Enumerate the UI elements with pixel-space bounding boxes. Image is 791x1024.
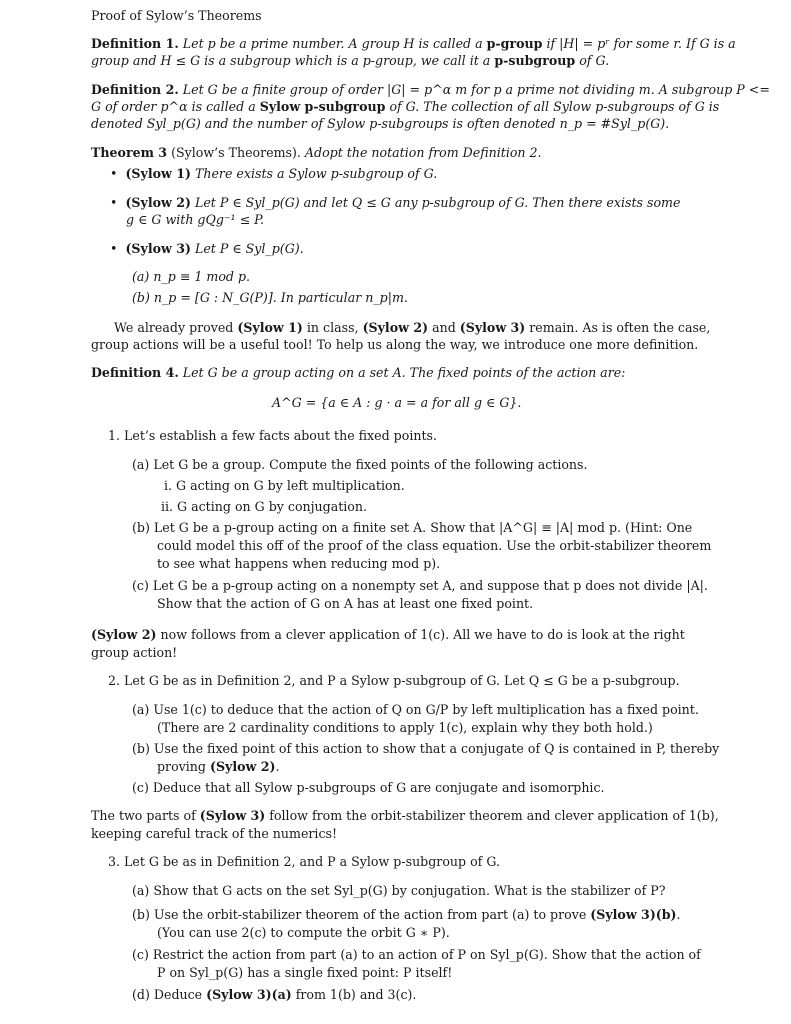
sylow-3a: (a) n_p ≡ 1 mod p. bbox=[132, 269, 251, 284]
definition-4-line: Definition 4. Let G be a group acting on a set A. The fixed points of the action are: bbox=[91, 365, 626, 380]
question-1a: (a) Let G be a group. Compute the fixed points of the following actions. bbox=[132, 457, 588, 472]
paragraph-2-line-2: group action! bbox=[91, 645, 178, 660]
definition-1-line-1: Definition 1. Let p be a prime number. A group H is called a p-group if |H| = pʳ for some r. If G is a bbox=[91, 36, 736, 51]
sylow-1-item: • (Sylow 1) There exists a Sylow p-subgroup of G. bbox=[110, 166, 438, 181]
question-3b-line-2: (You can use 2(c) to compute the orbit G ∗ P). bbox=[157, 925, 450, 940]
question-3d: (d) Deduce (Sylow 3)(a) from 1(b) and 3(c). bbox=[132, 987, 417, 1002]
p-group-term: p-group bbox=[486, 36, 543, 51]
paragraph-1-line-1: We already proved (Sylow 1) in class, (Sylow 2) and (Sylow 3) remain. As is often the case, bbox=[114, 320, 711, 335]
paragraph-2-line-1: (Sylow 2) now follows from a clever application of 1(c). All we have to do is look at the right bbox=[91, 627, 685, 642]
paragraph-3-line-2: keeping careful track of the numerics! bbox=[91, 826, 338, 841]
bullet-icon: • bbox=[110, 166, 118, 181]
sylow-2-item-cont: g ∈ G with gQg⁻¹ ≤ P. bbox=[126, 212, 265, 227]
question-3c-line-1: (c) Restrict the action from part (a) to an action of P on Syl_p(G). Show that the action of bbox=[132, 947, 701, 962]
question-3-intro: 3. Let G be as in Definition 2, and P a Sylow p-subgroup of G. bbox=[108, 854, 500, 869]
definition-1-line-2: group and H ≤ G is a subgroup which is a p-group, we call it a p-subgroup of G. bbox=[91, 53, 610, 68]
definition-2-line-2: G of order p^α is called a Sylow p-subgroup of G. The collection of all Sylow p-subgroups of G is bbox=[91, 99, 720, 114]
question-2a-line-1: (a) Use 1(c) to deduce that the action of Q on G/P by left multiplication has a fixed point. bbox=[132, 702, 699, 717]
page-header: Proof of Sylow’s Theorems bbox=[91, 8, 262, 23]
question-3a: (a) Show that G acts on the set Syl_p(G) by conjugation. What is the stabilizer of P? bbox=[132, 883, 666, 898]
question-1b-line-2: could model this off of the proof of the class equation. Use the orbit-stabilizer theorem bbox=[157, 538, 712, 553]
question-1c-line-1: (c) Let G be a p-group acting on a nonempty set A, and suppose that p does not divide |A|. bbox=[132, 578, 708, 593]
bullet-icon: • bbox=[110, 241, 118, 256]
question-3c-line-2: P on Syl_p(G) has a single fixed point: P itself! bbox=[157, 965, 453, 980]
question-1a-i: i. G acting on G by left multiplication. bbox=[164, 478, 405, 493]
fixed-points-formula: A^G = {a ∈ A : g · a = a for all g ∈ G}. bbox=[272, 395, 522, 410]
sylow-3b: (b) n_p = [G : N_G(P)]. In particular n_p|m. bbox=[132, 290, 408, 305]
paragraph-3-line-1: The two parts of (Sylow 3) follow from the orbit-stabilizer theorem and clever application of 1(b), bbox=[91, 808, 719, 823]
sylow-3-item: • (Sylow 3) Let P ∈ Syl_p(G). bbox=[110, 241, 304, 256]
theorem-3-label: Theorem 3 bbox=[91, 145, 168, 160]
question-1-intro: 1. Let’s establish a few facts about the fixed points. bbox=[108, 428, 437, 443]
theorem-3-heading: Theorem 3 (Sylow’s Theorems). Adopt the notation from Definition 2. bbox=[91, 145, 542, 160]
bullet-icon: • bbox=[110, 195, 118, 210]
definition-2-label: Definition 2. bbox=[91, 82, 179, 97]
definition-2-line-1: Definition 2. Let G be a finite group of order |G| = p^α m for p a prime not dividing m. A subgroup P <= bbox=[91, 82, 770, 97]
question-2a-line-2: (There are 2 cardinality conditions to apply 1(c), explain why they both hold.) bbox=[157, 720, 653, 735]
question-2-intro: 2. Let G be as in Definition 2, and P a Sylow p-subgroup of G. Let Q ≤ G be a p-subgroup. bbox=[108, 673, 680, 688]
question-1c-line-2: Show that the action of G on A has at least one fixed point. bbox=[157, 596, 534, 611]
sylow-p-subgroup-term: Sylow p-subgroup bbox=[259, 99, 386, 114]
definition-1-label: Definition 1. bbox=[91, 36, 179, 51]
question-2c: (c) Deduce that all Sylow p-subgroups of G are conjugate and isomorphic. bbox=[132, 780, 605, 795]
question-3b-line-1: (b) Use the orbit-stabilizer theorem of the action from part (a) to prove (Sylow 3)(b). bbox=[132, 907, 681, 922]
p-subgroup-term: p-subgroup bbox=[494, 53, 576, 68]
definition-2-line-3: denoted Syl_p(G) and the number of Sylow p-subgroups is often denoted n_p = #Syl_p(G). bbox=[91, 116, 670, 131]
question-2b-line-2: proving (Sylow 2). bbox=[157, 759, 280, 774]
question-1a-ii: ii. G acting on G by conjugation. bbox=[161, 499, 368, 514]
question-2b-line-1: (b) Use the fixed point of this action to show that a conjugate of Q is contained in P, thereby bbox=[132, 741, 720, 756]
sylow-2-item: • (Sylow 2) Let P ∈ Syl_p(G) and let Q ≤ G any p-subgroup of G. Then there exists some bbox=[110, 195, 681, 210]
paragraph-1-line-2: group actions will be a useful tool! To help us along the way, we introduce one more definition. bbox=[91, 337, 699, 352]
question-1b-line-3: to see what happens when reducing mod p). bbox=[157, 556, 441, 571]
question-1b-line-1: (b) Let G be a p-group acting on a finite set A. Show that |A^G| ≡ |A| mod p. (Hint: One bbox=[132, 520, 693, 535]
definition-4-label: Definition 4. bbox=[91, 365, 179, 380]
